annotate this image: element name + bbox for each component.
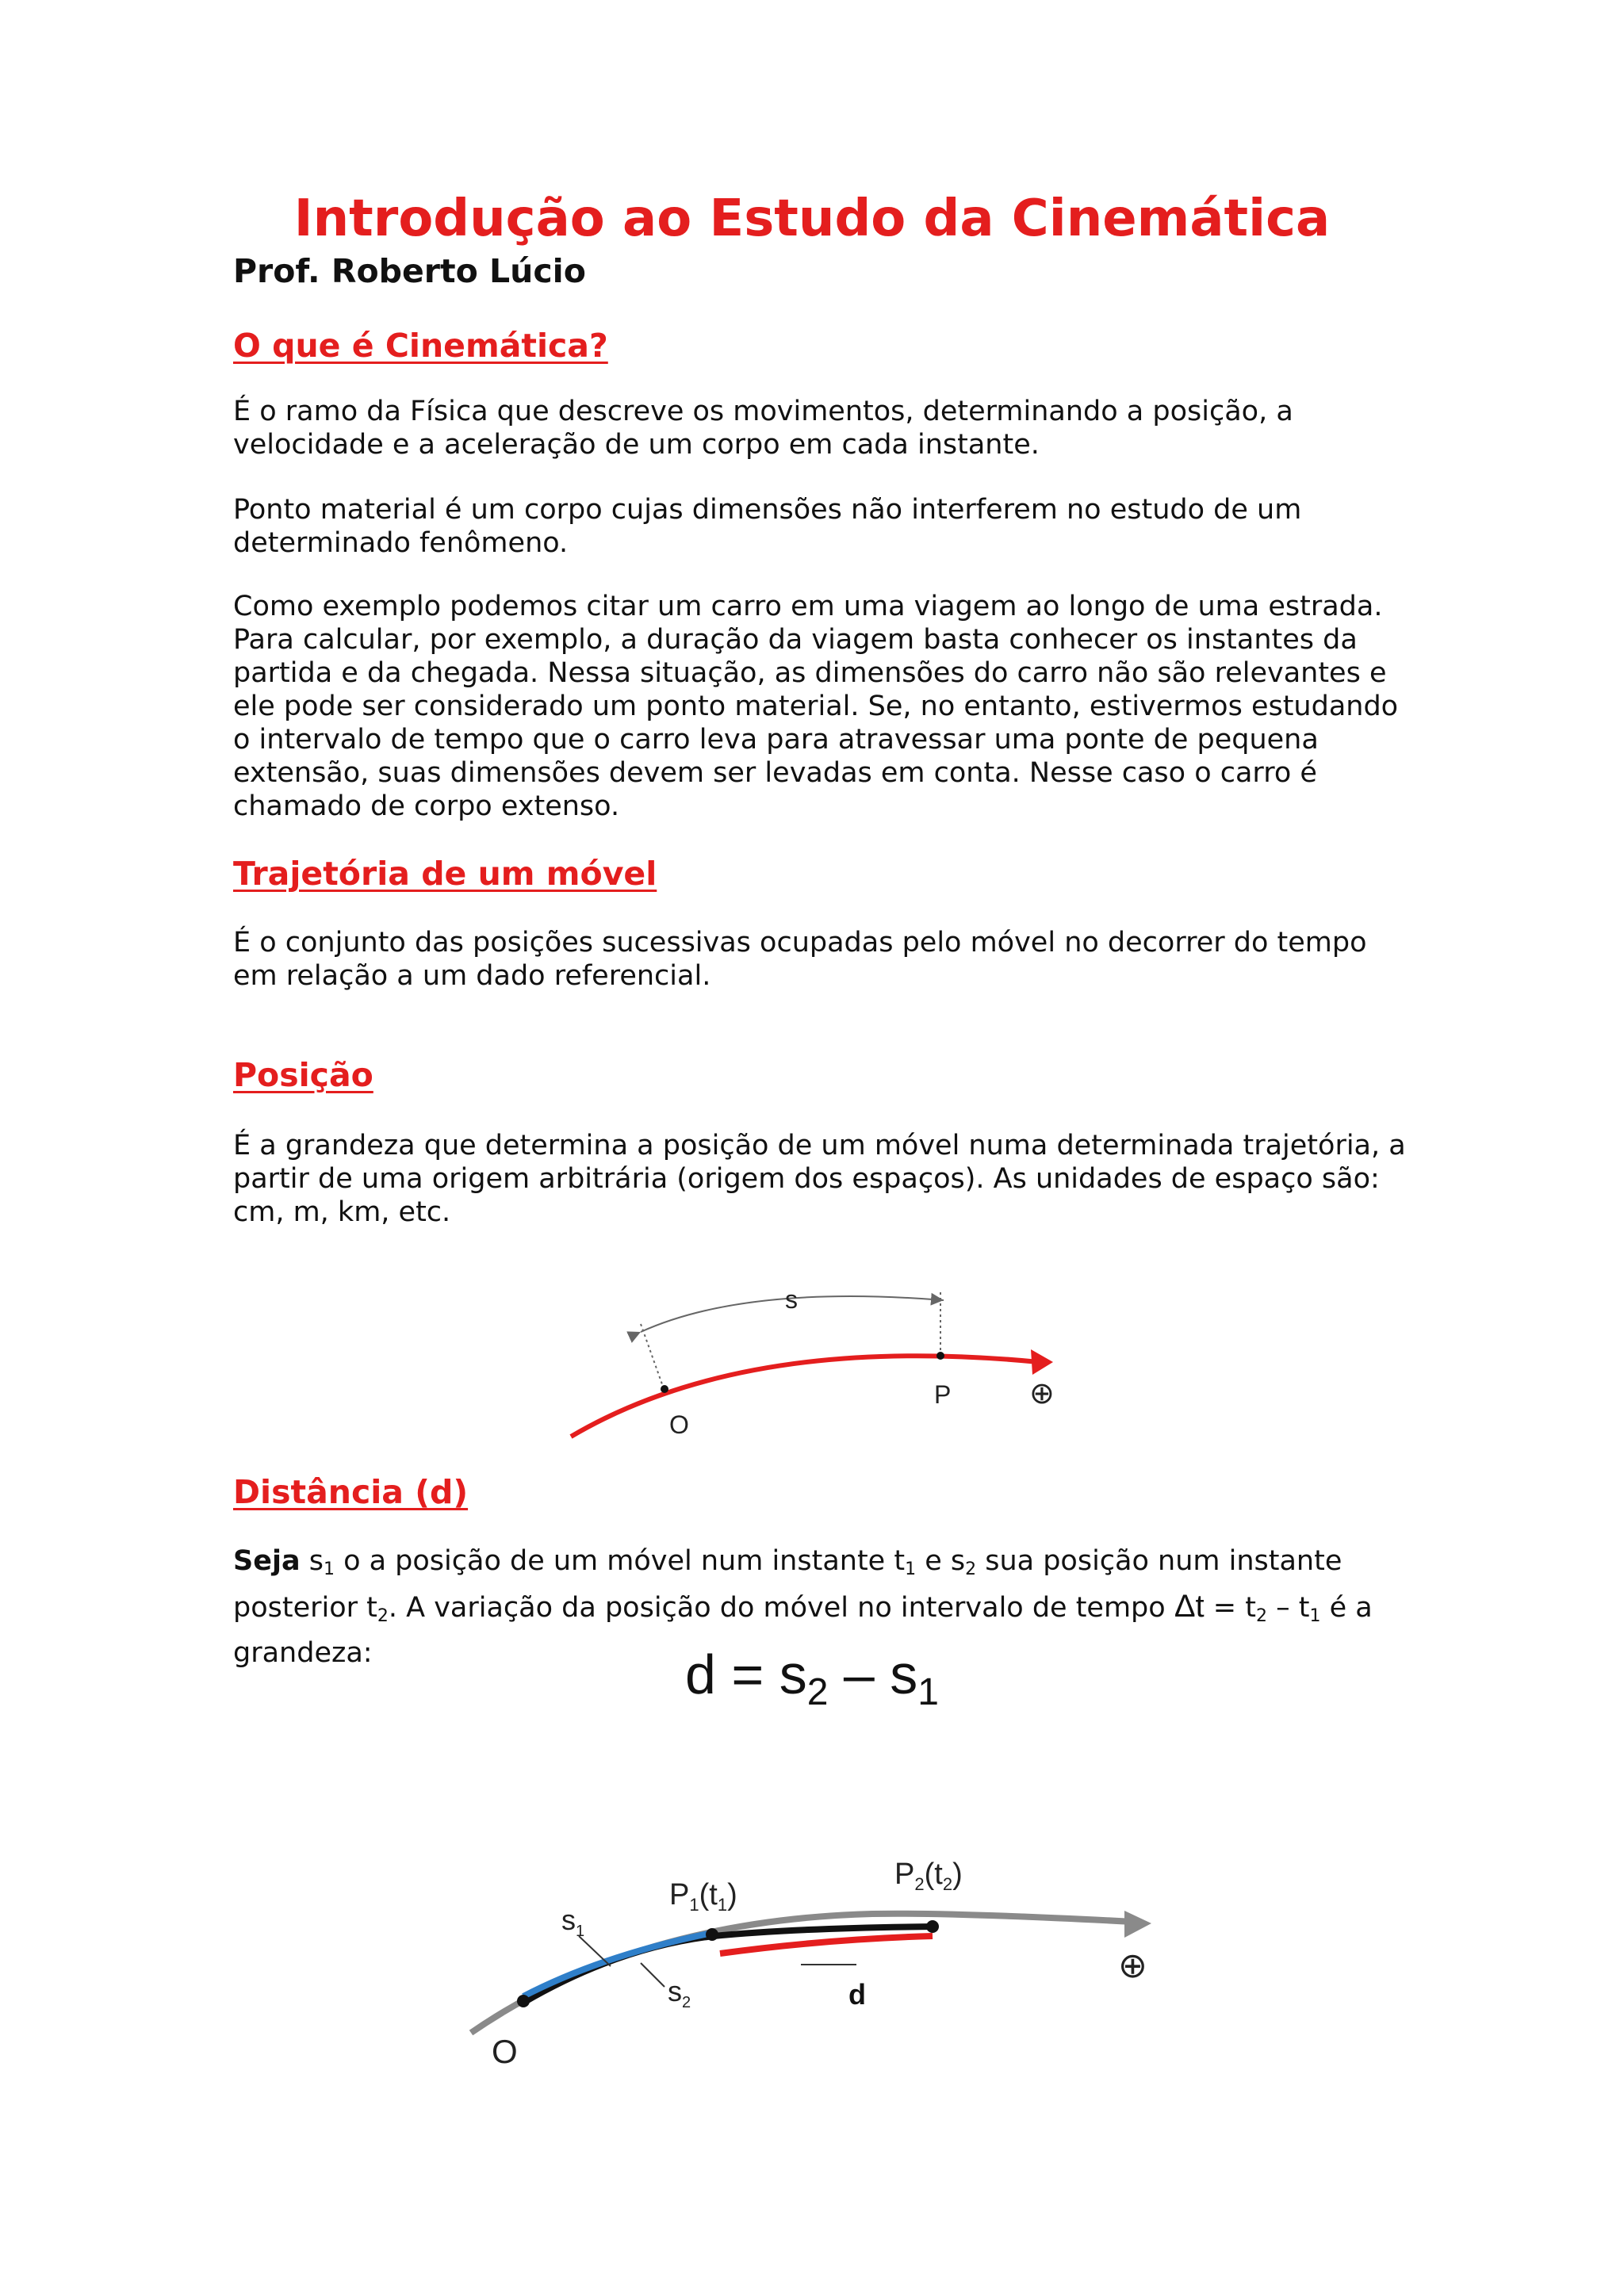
point-o <box>517 1995 530 2007</box>
trajectory-curve <box>571 1356 1039 1437</box>
label-p: P <box>934 1380 952 1409</box>
label-p1: $P_1(t_1)$ <box>669 1878 737 1915</box>
text-line: determinado fenômeno. <box>233 527 569 559</box>
leader-s1 <box>579 1936 611 1966</box>
red-d-segment <box>720 1936 933 1954</box>
heading-distance: Distância (d) <box>233 1473 469 1511</box>
text-line: Ponto material é um corpo cujas dimensões não interferem no estudo de um <box>233 494 1302 526</box>
leader-s2 <box>641 1963 665 1987</box>
heading-what-is-kinematics: O que é Cinemática? <box>233 327 608 365</box>
paragraph-trajectory <box>233 926 1407 993</box>
paragraph-car-example <box>233 590 1407 823</box>
distance-figure <box>460 1847 1174 2085</box>
text-line: posterior $t_2$. A variação da posição do móvel no intervalo de tempo $\Delta t = t_2 - t_1$ é a <box>233 1589 1373 1626</box>
label-s: s <box>785 1285 798 1314</box>
heading-position: Posição <box>233 1056 373 1094</box>
bold-word: Seja <box>233 1545 301 1577</box>
text-line: Seja $s_1$ o a posição de um móvel num instante $t_1$ e $s_2$ sua posição num instante <box>233 1545 1342 1579</box>
text-line: É o ramo da Física que descreve os movimentos, determinando a posição, a <box>233 396 1293 427</box>
text-line: extensão, suas dimensões devem ser levadas em conta. Nesse caso o carro é <box>233 757 1317 789</box>
point-p <box>936 1352 944 1360</box>
author: Prof. Roberto Lúcio <box>233 252 586 290</box>
text-line: É a grandeza que determina a posição de um móvel numa determinada trajetória, a <box>233 1130 1406 1161</box>
paragraph-material-point <box>233 493 1407 560</box>
text-line: partir de uma origem arbitrária (origem dos espaços). As unidades de espaço são: <box>233 1163 1380 1195</box>
text-line: Como exemplo podemos citar um carro em uma viagem ao longo de uma estrada. <box>233 591 1383 622</box>
label-d: d <box>848 1978 866 2011</box>
point-p1 <box>706 1928 718 1941</box>
distance-formula: $d = s_2 - s_1$ <box>685 1644 939 1713</box>
trajectory-arrowhead <box>1031 1349 1053 1375</box>
paragraph-definition <box>233 395 1407 461</box>
position-figure <box>555 1269 1078 1451</box>
heading-trajectory: Trajetória de um móvel <box>233 855 657 893</box>
label-s2: $s_2$ <box>668 1975 691 2011</box>
text-line: ele pode ser considerado um ponto material. Se, no entanto, estivermos estudando <box>233 691 1399 722</box>
point-o <box>661 1385 668 1393</box>
paragraph-position <box>233 1129 1407 1229</box>
label-p2: $P_2(t_2)$ <box>894 1858 963 1894</box>
text-line: É o conjunto das posições sucessivas ocupadas pelo móvel no decorrer do tempo <box>233 927 1367 959</box>
label-o: O <box>492 2033 518 2070</box>
text-line: cm, m, km, etc. <box>233 1196 451 1228</box>
text-line: partida e da chegada. Nessa situação, as dimensões do carro não são relevantes e <box>233 657 1387 689</box>
plus-icon: ⊕ <box>1029 1377 1055 1410</box>
dotted-guide-o <box>641 1324 666 1395</box>
plus-icon: ⊕ <box>1118 1946 1147 1985</box>
text-line: grandeza: <box>233 1637 373 1669</box>
text-line: em relação a um dado referencial. <box>233 960 711 992</box>
text-line: velocidade e a aceleração de um corpo em cada instante. <box>233 429 1040 461</box>
text-line: o intervalo de tempo que o carro leva para atravessar uma ponte de pequena <box>233 724 1319 756</box>
point-p2 <box>926 1920 939 1933</box>
page-title: Introdução ao Estudo da Cinemática <box>293 189 1331 248</box>
label-o: O <box>669 1410 689 1439</box>
label-s1: $s_1$ <box>561 1904 585 1940</box>
text-line: chamado de corpo extenso. <box>233 790 620 822</box>
gray-arrowhead <box>1124 1911 1151 1938</box>
text-line: Para calcular, por exemplo, a duração da viagem basta conhecer os instantes da <box>233 624 1358 656</box>
